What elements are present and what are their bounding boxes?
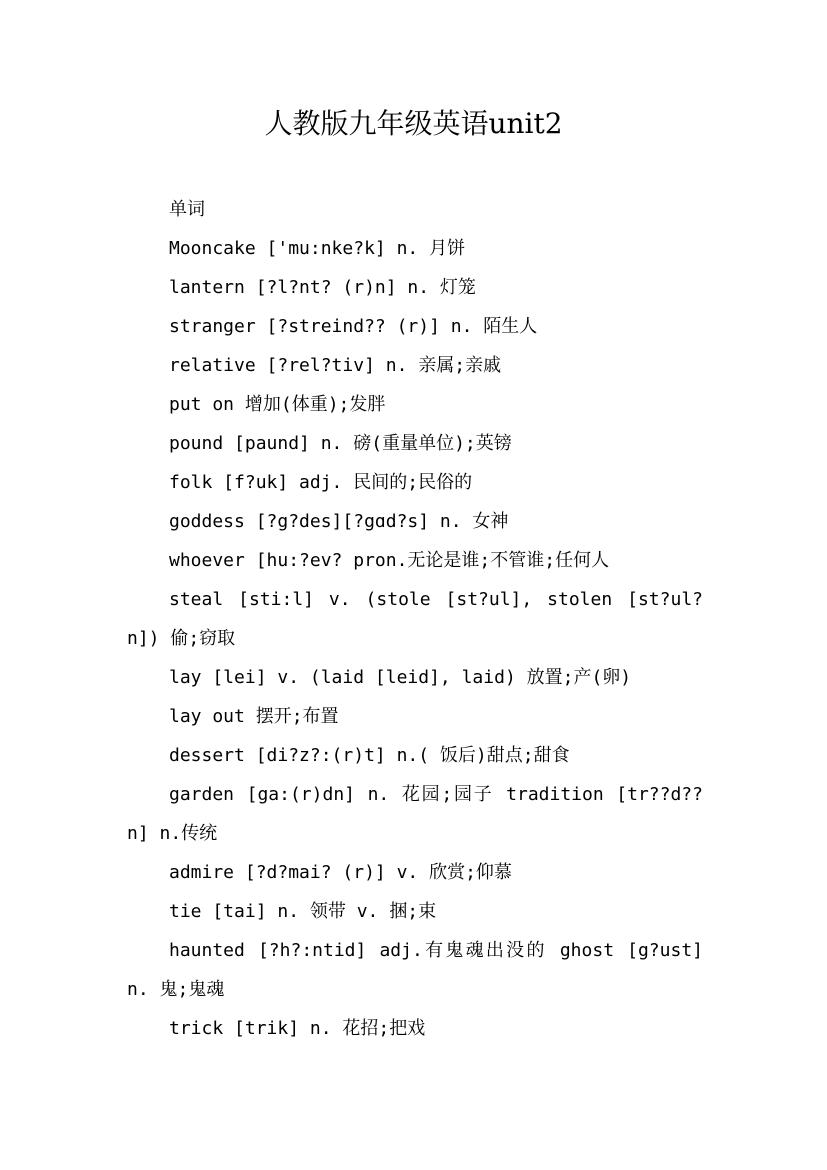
vocab-entry: put on 增加(体重);发胖 [169,394,386,415]
vocab-entry: lay [lei] v. (laid [leid], laid) 放置;产(卵) [169,667,632,688]
vocab-entry: goddess [?g?des][?gɑd?s] n. 女神 [169,511,509,532]
document-body [127,190,703,1048]
vocab-entry: admire [?d?mai? (r)] v. 欣赏;仰慕 [169,862,512,883]
vocab-entry: relative [?rel?tiv] n. 亲属;亲戚 [169,355,502,376]
vocab-entry: dessert [di?z?:(r)t] n.( 饭后)甜点;甜食 [169,745,570,766]
document-title: 人教版九年级英语unit2 [264,107,563,140]
vocab-entry: folk [f?uk] adj. 民间的;民俗的 [169,472,473,493]
vocab-entry: lay out 摆开;布置 [169,706,339,727]
vocab-entry: steal [sti:l] v. (stole [st?ul], stolen [st?ul?n]) 偷;窃取 [127,589,703,649]
vocab-entry: trick [trik] n. 花招;把戏 [169,1018,426,1039]
vocab-entry: garden [ga:(r)dn] n. 花园;园子 tradition [tr??d??n] n.传统 [127,784,703,844]
vocab-entry: tie [tai] n. 领带 v. 捆;束 [169,901,437,922]
section-heading: 单词 [169,199,205,220]
vocab-entry: stranger [?streind?? (r)] n. 陌生人 [169,316,538,337]
vocab-entry: lantern [?l?nt? (r)n] n. 灯笼 [169,277,476,298]
vocab-entry: Mooncake ['mu:nke?k] n. 月饼 [169,238,466,259]
vocab-entry: pound [paund] n. 磅(重量单位);英镑 [169,433,512,454]
vocab-entry: whoever [hu:?ev? pron.无论是谁;不管谁;任何人 [169,550,610,571]
vocab-entry: haunted [?h?:ntid] adj.有鬼魂出没的 ghost [g?ust] n. 鬼;鬼魂 [127,940,703,1000]
